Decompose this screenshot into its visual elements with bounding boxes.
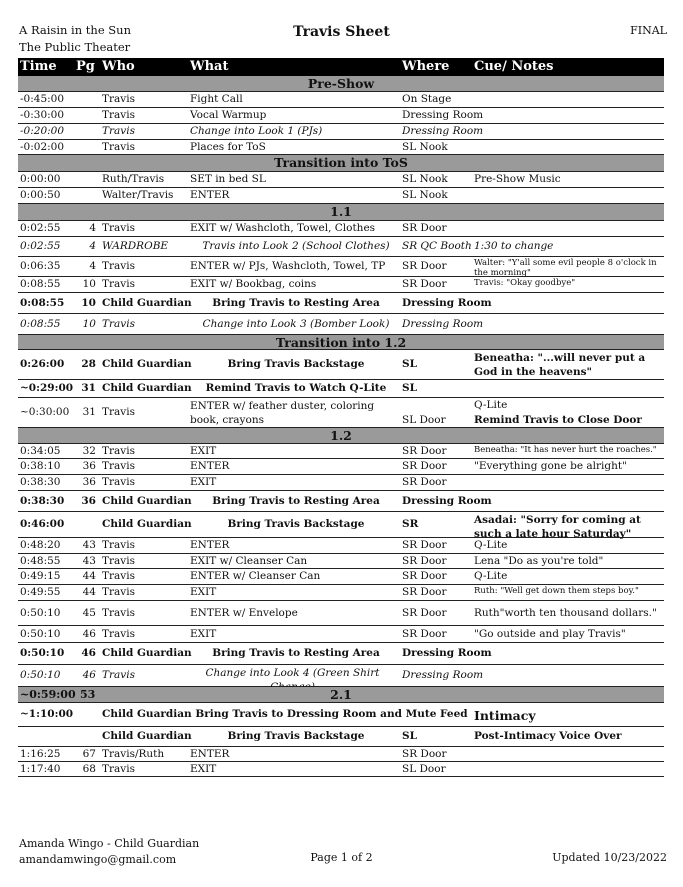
cell-page: 31 [81,382,96,394]
cell-cue: 1:30 to change [474,240,554,252]
cell-time: 0:49:15 [20,570,61,582]
cell-time: 0:34:05 [20,445,61,457]
section-header [18,155,664,172]
cell-page: 31 [82,406,96,418]
col-pg-header: Pg [76,59,95,74]
cell-who: Child Guardian [102,730,192,742]
cell-cue: Ruth"worth ten thousand dollars." [474,606,657,619]
cell-cue: "Everything gone be alright" [474,460,627,472]
cell-who: Child Guardian [102,494,192,507]
cell-what: ENTER w/ PJs, Washcloth, Towel, TP [190,260,386,272]
section-page: 53 [80,688,96,701]
cell-what: ENTER [190,189,230,201]
cell-where: SR Door [402,570,447,582]
cell-who: Travis [102,260,135,272]
show-name: A Raisin in the Sun [19,23,131,37]
cell-who: Travis [102,406,135,418]
cue-row [18,380,664,398]
cell-page: 32 [82,445,96,457]
cell-page: 4 [89,222,96,234]
cell-what: EXIT w/ Bookbag, coins [190,278,317,290]
cell-page: 4 [89,260,96,272]
table-body [18,76,664,777]
cell-where: SR Door [402,278,447,290]
page-title: Travis Sheet [293,24,390,40]
cell-where: SR Door [402,445,447,457]
cell-where: SR Door [402,476,447,488]
cell-page: 46 [81,647,96,659]
cell-where: SR Door [402,555,447,567]
cell-where: Dressing Room [402,317,484,330]
cue-row [18,569,664,585]
cell-time: 0:38:30 [20,494,65,507]
cell-who: Travis [102,606,135,619]
cell-cue: Walter: "Y'all some evil people 8 o'clock in the morning" [474,258,657,278]
cell-what: Bring Travis Backstage [227,358,365,370]
cell-page: 43 [82,539,96,551]
cell-time: 0:38:10 [20,460,61,472]
cell-time: -0:02:00 [20,141,65,153]
cell-where: SR Door [402,748,447,760]
cell-what: ENTER [190,748,230,760]
cell-who: Child Guardian [102,382,192,394]
cell-who: Travis [102,669,135,681]
cell-where: Dressing Room [402,125,484,137]
cue-sheet-table [18,58,664,777]
cell-time: 0:46:00 [20,518,65,530]
cell-page: 36 [81,494,96,507]
cell-cue: Intimacy [474,708,536,723]
cell-who: Travis [102,586,135,598]
cell-what: ENTER w/ feather duster, coloring book, crayons [190,400,375,426]
cell-who: Travis [102,109,135,121]
cell-where: SL Door [402,414,446,426]
cell-who: Travis [102,539,135,551]
cell-page: 68 [82,763,96,775]
cue-row [18,538,664,554]
col-where-header: Where [402,59,450,74]
cell-time: 1:16:25 [20,748,61,760]
cue-row [18,172,664,188]
cell-who: Travis [102,125,135,137]
cue-row [18,601,664,626]
cell-where: SR [402,518,419,530]
cue-row [18,475,664,491]
cell-what: SET in bed SL [190,173,266,185]
cue-row [18,398,664,428]
cell-where: SR Door [402,627,447,640]
cell-time: 0:00:50 [20,189,61,201]
cell-what: Bring Travis to Resting Area [212,494,380,507]
cell-what: Remind Travis to Watch Q-Lite [205,382,387,394]
cell-time: 0:50:10 [20,606,61,619]
cue-row [18,747,664,762]
section-label: Transition into 1.2 [275,335,407,350]
cue-row [18,140,664,155]
updated-date: Updated 10/23/2022 [552,851,667,864]
cell-what: Travis into Look 2 (School Clothes) [202,240,390,252]
cell-what: EXIT w/ Washcloth, Towel, Clothes [190,222,376,234]
footer-name: Amanda Wingo - Child Guardian [19,837,200,850]
cell-page: 46 [82,627,96,640]
cue-row [18,459,664,475]
cue-row [18,491,664,512]
cell-where: SR Door [402,460,447,472]
section-label: 2.1 [330,687,352,702]
cell-cue: "Go outside and play Travis" [474,627,626,640]
cell-cue: Post-Intimacy Voice Over [474,730,622,742]
cue-row [18,293,664,314]
cell-what: Vocal Warmup [190,109,267,121]
col-what-header: What [190,59,229,74]
cue-row [18,92,664,108]
cell-where: SL [402,382,417,394]
cell-cue: Ruth: "Well get down them steps boy." [474,586,639,596]
page-number: Page 1 of 2 [310,851,373,864]
cell-who: Travis [102,476,135,488]
status-label: FINAL [630,24,667,37]
cell-what: Child Guardian Bring Travis to Dressing Room and Mute Feed [102,708,468,720]
cell-what: EXIT w/ Cleanser Can [190,555,308,567]
cell-who: Travis [102,445,135,457]
cell-what: Bring Travis Backstage [227,518,365,530]
section-header [18,687,664,703]
cue-row [18,350,664,380]
table-header [18,58,664,76]
cell-time: 0:48:20 [20,539,61,551]
cell-time: 0:06:35 [20,260,61,272]
cell-what: Change into Look 4 (Green Shirt [205,667,380,679]
cell-who: Child Guardian [102,647,192,659]
cell-time: 0:08:55 [20,317,61,330]
cell-cue: Q-Lite [474,570,508,582]
cell-cue: Lena "Do as you're told" [474,555,604,567]
cell-where: SL [402,358,417,370]
cell-what: Change into Look 3 (Bomber Look) [202,317,390,330]
cell-time: -0:20:00 [20,125,65,137]
cell-cue: Asadai: "Sorry for coming at such a late hour Saturday" [474,514,641,540]
cell-page: 36 [82,460,96,472]
cue-row [18,727,664,747]
cell-page: 46 [82,669,96,681]
cell-what: EXIT [190,476,217,488]
cell-who: Walter/Travis [102,189,174,201]
cell-where: SR QC Booth [402,240,472,252]
cell-what: Bring Travis Backstage [227,730,365,742]
cell-page: 36 [82,476,96,488]
cell-time: -0:30:00 [20,109,65,121]
cell-page: 10 [82,317,96,330]
cell-where: Dressing Room [402,669,484,681]
cell-what: ENTER w/ Envelope [190,606,298,619]
cell-cue: Q-Lite [474,539,508,551]
cell-cue: Pre-Show Music [474,173,561,185]
cell-page: 44 [82,570,96,582]
cell-what: EXIT [190,763,217,775]
cell-time: 0:08:55 [20,296,65,309]
cell-time: 1:17:40 [20,763,61,775]
cue-row [18,188,664,204]
cell-cue: Beneatha: "...will never put a God in the heavens" [474,352,646,378]
cell-where: Dressing Room [402,647,492,659]
cell-where: SR Door [402,539,447,551]
cell-time: ~0:30:00 [20,406,70,418]
cell-time: 0:08:55 [20,278,61,290]
venue-name: The Public Theater [19,40,131,54]
cell-time: ~1:10:00 [20,708,74,720]
cell-time: 0:02:55 [20,240,61,252]
cell-where: SL Nook [402,189,448,201]
cell-page: 45 [82,606,96,619]
cue-row [18,762,664,777]
cell-who: Travis [102,555,135,567]
cell-page: 4 [89,240,96,252]
cue-row [18,585,664,601]
cell-page: 10 [82,278,96,290]
section-label: Pre-Show [307,76,375,91]
cell-time: 0:26:00 [20,358,65,370]
cell-who: Child Guardian [102,518,192,530]
cell-who: Travis [102,460,135,472]
cell-what: EXIT [190,586,217,598]
cell-where: Dressing Room [402,109,484,121]
cell-time: 0:50:10 [20,647,65,659]
cell-where: Dressing Room [402,296,492,309]
cell-page: 28 [81,358,96,370]
cell-what: Places for ToS [190,141,266,153]
cue-row [18,512,664,538]
cell-time: 0:50:10 [20,627,61,640]
cell-who: Travis [102,627,135,640]
cell-time: 0:49:55 [20,586,61,598]
cell-where: Dressing Room [402,494,492,507]
section-header [18,204,664,221]
cell-what: ENTER w/ Cleanser Can [190,570,321,582]
cell-where: SL Nook [402,173,448,185]
cell-time: 0:38:30 [20,476,61,488]
cue-row [18,444,664,459]
cell-where: On Stage [402,93,452,105]
cell-what: Change into Look 1 (PJs) [190,125,323,137]
cell-who: Travis [102,222,135,234]
cue-row [18,257,664,277]
cue-row [18,643,664,665]
cell-who: Travis/Ruth [102,748,165,760]
cell-cue: Q-Lite [474,399,508,411]
cell-where: SL Nook [402,141,448,153]
cue-row [18,703,664,727]
cell-who: WARDROBE [102,240,169,252]
cue-row [18,665,664,687]
cell-where: SR Door [402,586,447,598]
cue-row [18,221,664,237]
cell-who: Child Guardian [102,358,192,370]
cell-cue: Beneatha: "It has never hurt the roaches." [474,445,657,455]
cue-row [18,314,664,335]
cue-row [18,108,664,124]
cell-page: 67 [82,748,96,760]
cell-time: 0:02:55 [20,222,61,234]
cell-time: -0:45:00 [20,93,65,105]
cell-who: Travis [102,278,135,290]
cell-what: Bring Travis to Resting Area [212,647,380,659]
cue-row [18,277,664,293]
cue-row [18,554,664,569]
cell-what: EXIT [190,627,217,640]
cell-time: ~0:29:00 [20,382,74,394]
cell-where: SL [402,730,417,742]
cell-cue-secondary: Remind Travis to Close Door [474,414,642,426]
cell-who: Child Guardian [102,296,192,309]
cell-who: Travis [102,317,135,330]
cue-row [18,626,664,643]
cell-page: 44 [82,586,96,598]
cell-cue: Travis: "Okay goodbye" [474,278,576,288]
cue-row [18,124,664,140]
cell-what: ENTER [190,539,230,551]
section-header [18,428,664,444]
section-label: 1.1 [330,204,352,219]
cell-where: SR Door [402,222,447,234]
cell-what: ENTER [190,460,230,472]
cell-page: 43 [82,555,96,567]
section-time: ~0:59:00 [20,688,76,701]
cell-where: SR Door [402,260,447,272]
cell-what: EXIT [190,445,217,457]
cell-what: Fight Call [190,93,243,105]
cell-what: Bring Travis to Resting Area [212,296,380,309]
cell-who: Travis [102,141,135,153]
footer-email: amandamwingo@gmail.com [19,853,177,866]
cell-time: 0:48:55 [20,555,61,567]
col-cue-header: Cue/ Notes [474,59,554,74]
cell-who: Ruth/Travis [102,173,165,185]
col-time-header: Time [20,59,57,74]
cell-who: Travis [102,570,135,582]
section-label: 1.2 [330,428,352,443]
section-label: Transition into ToS [274,155,408,170]
col-who-header: Who [102,59,135,74]
cell-time: 0:00:00 [20,173,61,185]
cue-row [18,237,664,257]
cell-page: 10 [81,296,96,309]
section-header [18,335,664,350]
cell-where: SL Door [402,763,446,775]
section-header [18,76,664,92]
cell-time: 0:50:10 [20,669,61,681]
cell-who: Travis [102,93,135,105]
cell-where: SR Door [402,606,447,619]
cell-who: Travis [102,763,135,775]
